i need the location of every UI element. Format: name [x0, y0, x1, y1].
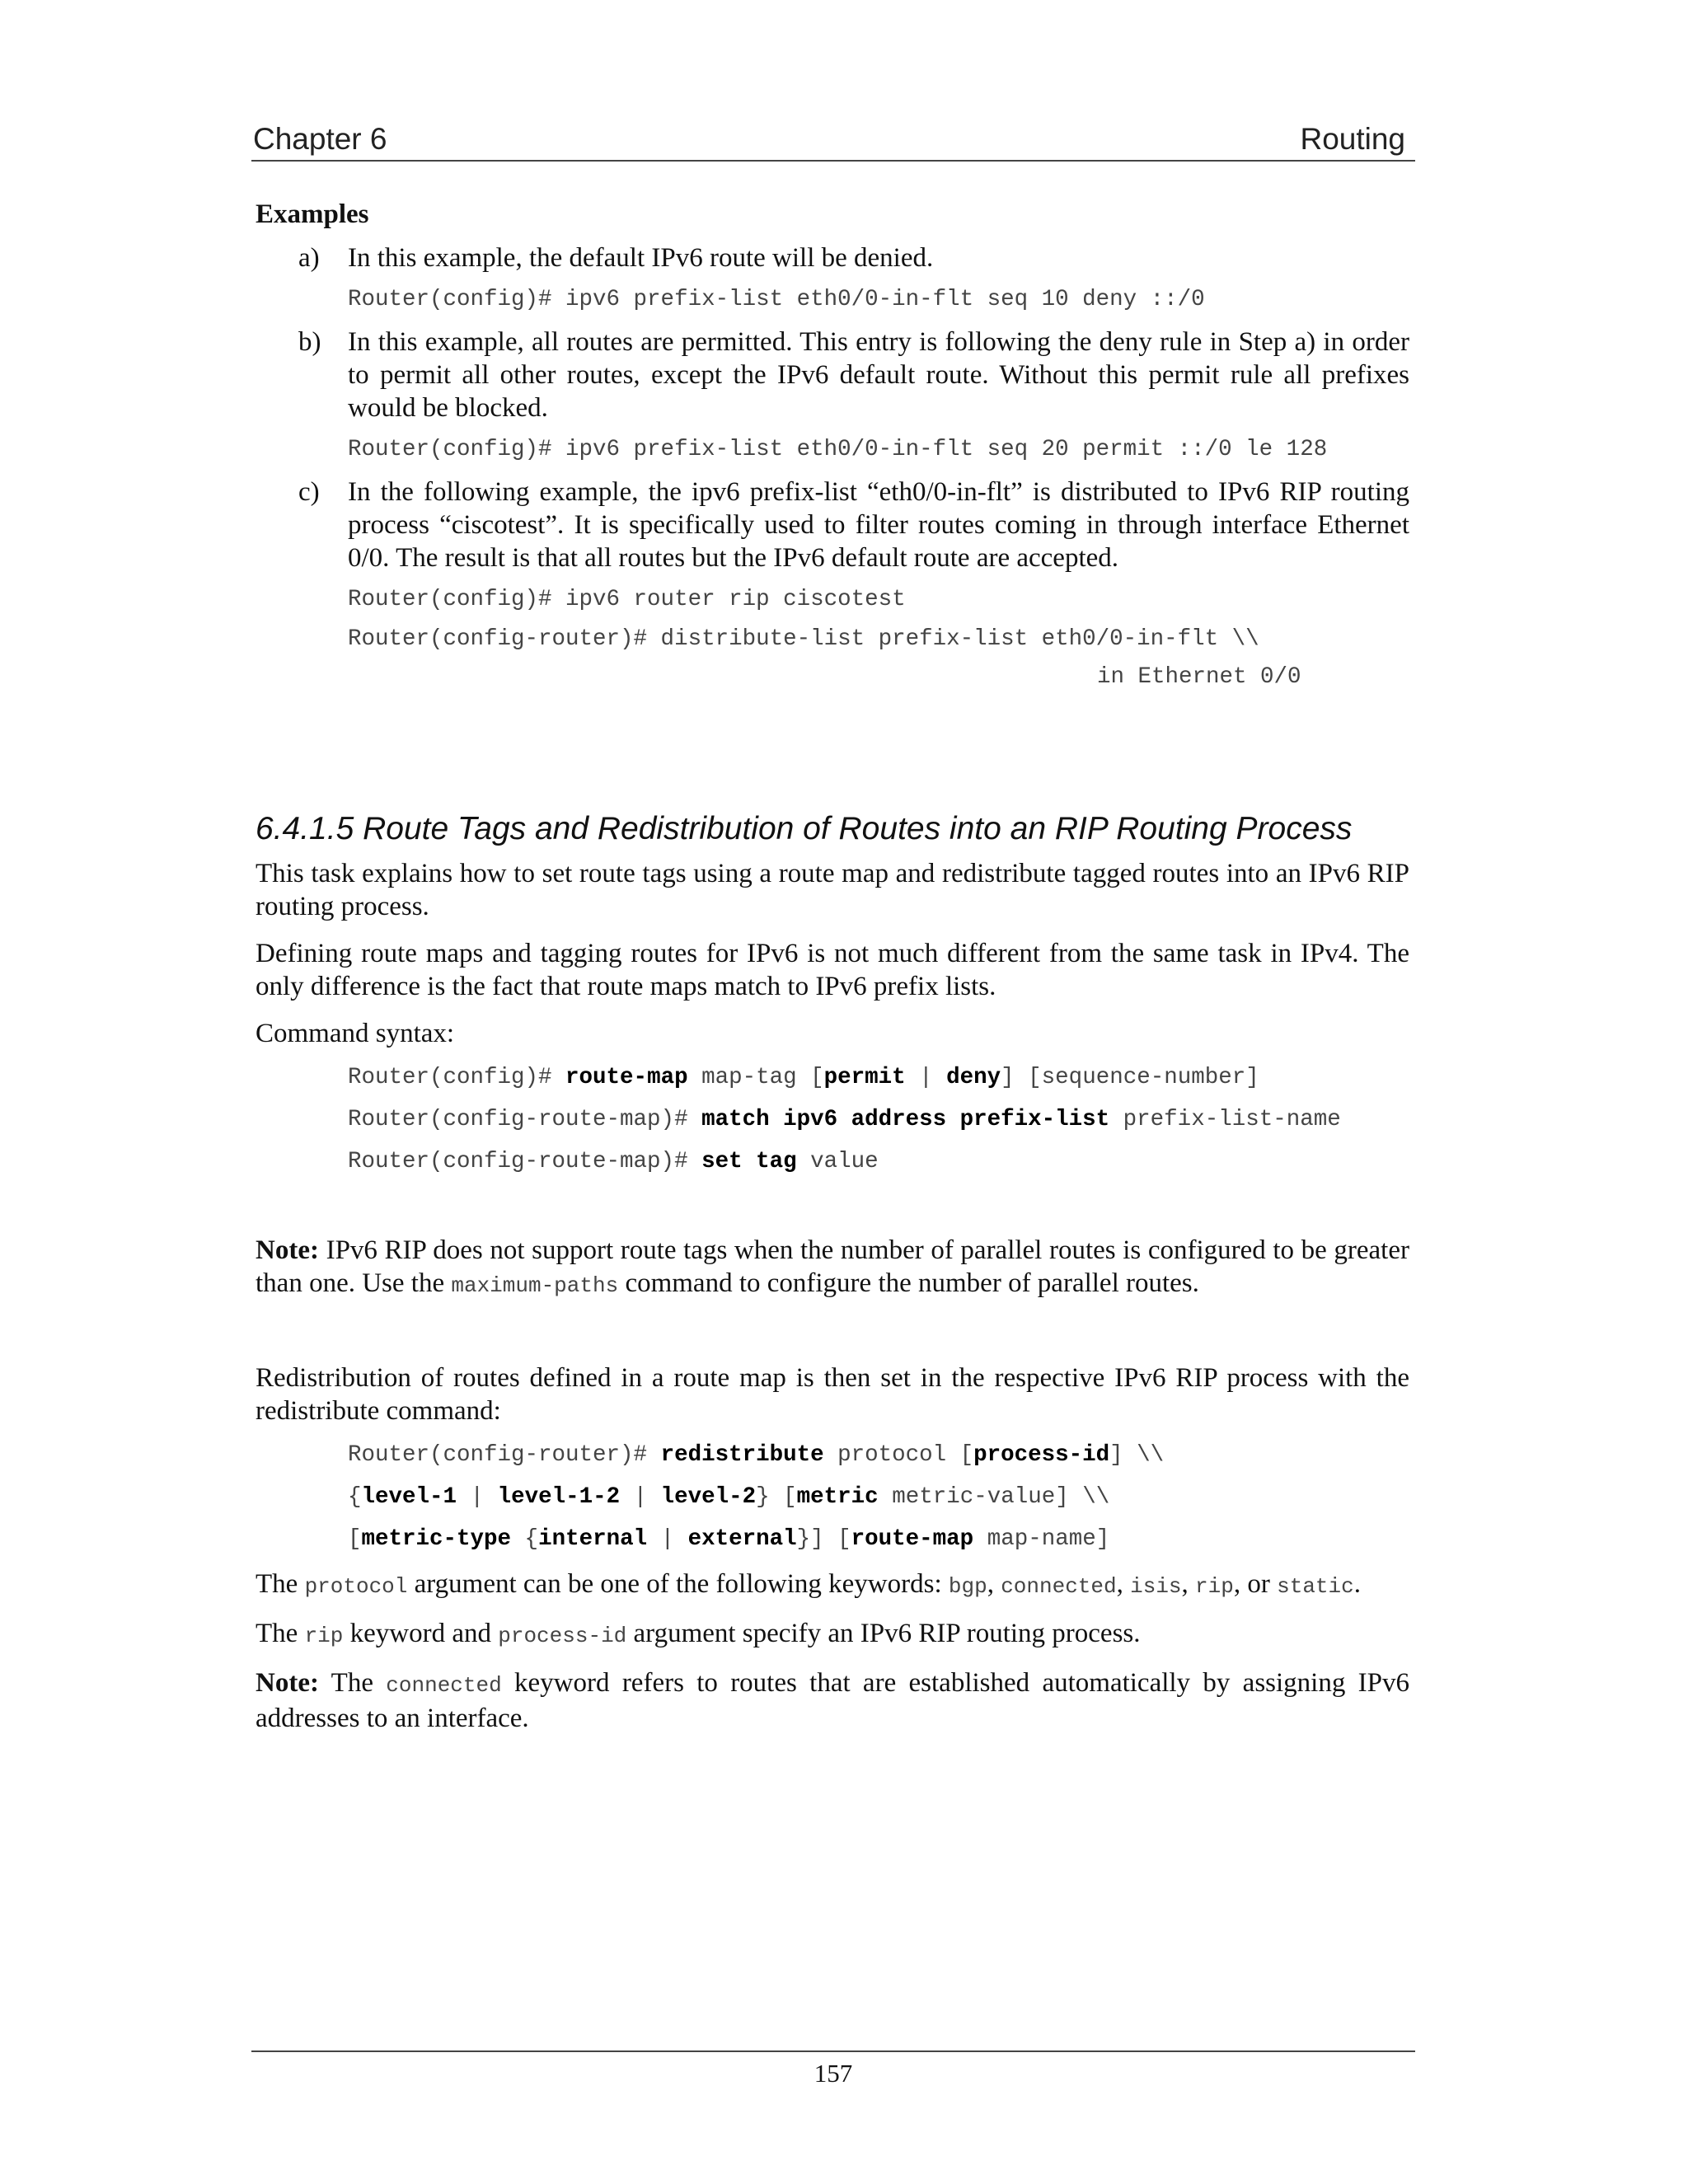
example-item-c	[256, 476, 1409, 574]
inline-code: maximum-paths	[451, 1273, 619, 1298]
keyword: match ipv6 address prefix-list	[701, 1107, 1110, 1132]
example-item-b	[256, 326, 1409, 424]
keyword: internal	[538, 1526, 648, 1552]
redistribute-line-1: Router(config-router)# redistribute protocol [process-id] \\	[348, 1442, 1165, 1468]
keyword: metric	[796, 1484, 879, 1510]
inline-code: rip	[1195, 1574, 1234, 1599]
argument: value	[796, 1149, 879, 1174]
inline-code: rip	[304, 1624, 344, 1648]
example-text: In this example, the default IPv6 route will be denied.	[348, 243, 934, 273]
inline-code: static	[1277, 1574, 1354, 1599]
example-item-a	[256, 241, 1409, 274]
chapter-title: Routing	[1300, 122, 1405, 156]
argument: prefix-list-name	[1109, 1107, 1341, 1132]
code-line-continuation: in Ethernet 0/0	[1097, 664, 1301, 690]
page-footer	[251, 2050, 1415, 2088]
keyword: route-map	[565, 1065, 688, 1090]
page-content	[256, 199, 1409, 1749]
keyword: set tag	[701, 1149, 797, 1174]
keyword: external	[687, 1526, 797, 1552]
code-line: Router(config)# ipv6 router rip ciscotest	[348, 587, 906, 612]
rip-paragraph: The rip keyword and process-id argument specify an IPv6 RIP routing process.	[256, 1619, 1141, 1648]
paragraph: This task explains how to set route tags using a route map and redistribute tagged routes into an IPv6 RIP routing process.	[256, 859, 1409, 921]
paragraph: Defining route maps and tagging routes for IPv6 is not much different from the same task in IPv4. The only difference is the fact that route maps match to IPv6 prefix lists.	[256, 939, 1409, 1001]
list-marker: b)	[298, 327, 321, 357]
inline-code: isis	[1130, 1574, 1182, 1599]
prompt: Router(config-route-map)#	[348, 1107, 702, 1132]
keyword: permit	[823, 1065, 906, 1090]
note-paragraph: Note: IPv6 RIP does not support route tags when the number of parallel routes is configured to be greater than one. Use the maximum-paths command to configure the number of parallel routes.	[256, 1235, 1409, 1298]
prompt: Router(config-route-map)#	[348, 1149, 702, 1174]
note-label: Note:	[256, 1668, 319, 1698]
syntax-line-route-map	[348, 1064, 1409, 1092]
inline-code: connected	[1001, 1574, 1117, 1599]
code-line: Router(config)# ipv6 prefix-list eth0/0-in-flt seq 20 permit ::/0 le 128	[348, 437, 1328, 462]
keyword: metric-type	[361, 1526, 512, 1552]
argument: map-tag [	[687, 1065, 824, 1090]
keyword: redistribute	[660, 1442, 824, 1468]
prompt: Router(config)#	[348, 1065, 566, 1090]
redistribute-line-3: [metric-type {internal | external}] [route-map map-name]	[348, 1526, 1110, 1552]
keyword: level-1-2	[497, 1484, 621, 1510]
inline-code: process-id	[498, 1624, 627, 1648]
code-line: Router(config-router)# distribute-list prefix-list eth0/0-in-flt \\	[348, 626, 1259, 652]
keyword: route-map	[851, 1526, 974, 1552]
code-line: Router(config)# ipv6 prefix-list eth0/0-in-flt seq 10 deny ::/0	[348, 287, 1205, 312]
chapter-label: Chapter 6	[253, 122, 387, 156]
syntax-line-set-tag	[348, 1148, 1409, 1176]
argument: ] [sequence-number]	[1001, 1065, 1259, 1090]
keyword: deny	[946, 1065, 1001, 1090]
protocol-paragraph: The protocol argument can be one of the following keywords: bgp, connected, isis, rip, or static.	[256, 1569, 1361, 1599]
keyword: level-2	[660, 1484, 757, 1510]
section-heading: 6.4.1.5 Route Tags and Redistribution of Routes into an RIP Routing Process	[256, 811, 1353, 846]
keyword: level-1	[361, 1484, 457, 1510]
inline-code: protocol	[304, 1574, 408, 1599]
note-label: Note:	[256, 1235, 319, 1265]
example-text: In the following example, the ipv6 prefix-list “eth0/0-in-flt” is distributed to IPv6 RIP routing process “ciscotest”. It is specifically used to filter routes coming in through interface Ethernet 0/0. The result is that all routes but the IPv6 default route are accepted.	[348, 477, 1409, 573]
page-number: 157	[814, 2059, 853, 2088]
paragraph: Redistribution of routes defined in a route map is then set in the respective IPv6 RIP process with the redistribute command:	[256, 1363, 1409, 1426]
list-marker: c)	[298, 477, 320, 507]
prompt: Router(config-router)#	[348, 1442, 661, 1468]
list-marker: a)	[298, 243, 320, 273]
syntax-line-match	[348, 1106, 1409, 1134]
keyword: process-id	[973, 1442, 1110, 1468]
syntax-label: Command syntax:	[256, 1019, 455, 1048]
redistribute-line-2: {level-1 | level-1-2 | level-2} [metric metric-value] \\	[348, 1484, 1110, 1510]
examples-heading: Examples	[256, 199, 369, 229]
running-header	[251, 120, 1415, 162]
note-paragraph: Note: The connected keyword refers to routes that are established automatically by assigning IPv6 addresses to an interface.	[256, 1668, 1409, 1733]
inline-code: bgp	[948, 1574, 987, 1599]
example-text: In this example, all routes are permitted. This entry is following the deny rule in Step a) in order to permit all other routes, except the IPv6 default route. Without this permit rule all prefixes would be blocked.	[348, 327, 1409, 423]
separator: |	[905, 1065, 947, 1090]
inline-code: connected	[386, 1673, 502, 1698]
